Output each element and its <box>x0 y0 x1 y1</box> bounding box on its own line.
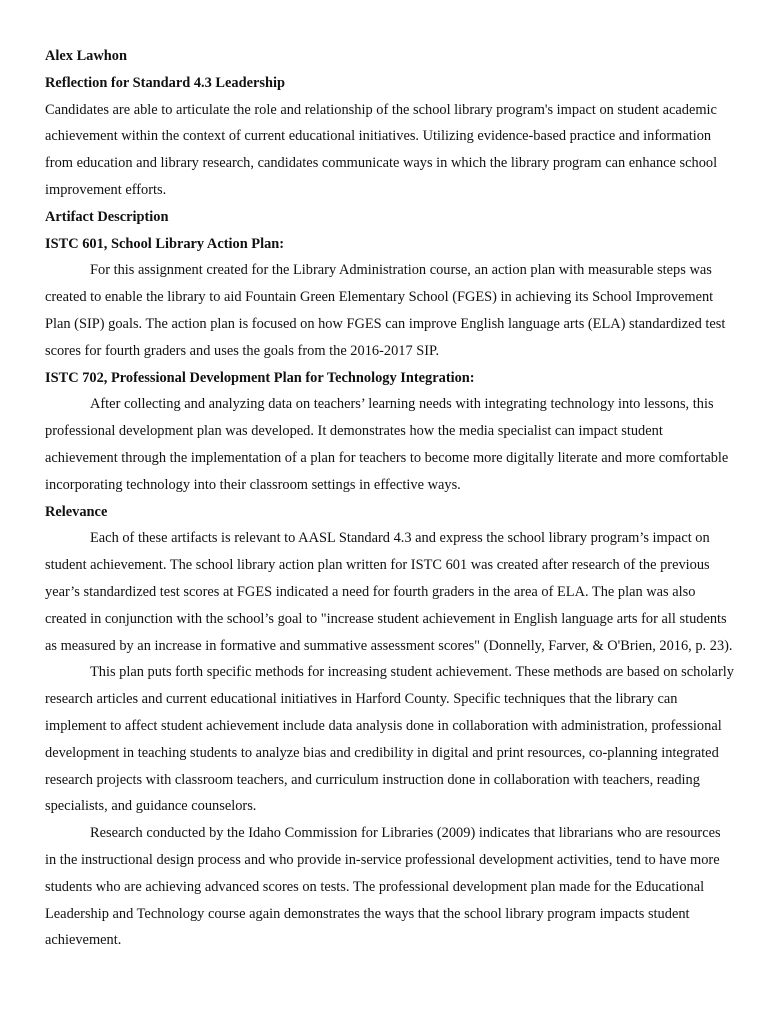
artifact-description-istc-601: For this assignment created for the Library Administration course, an action plan with measurable steps was created to enable the library to aid Fountain Green Elementary School (FGES) in achieving its School Improvement Plan (SIP) goals. The action plan is focused on how FGES can improve English language arts (ELA) standardized test scores for fourth graders and uses the goals from the 2016-2017 SIP. <box>45 262 726 359</box>
relevance-paragraph: This plan puts forth specific methods for increasing student achievement. These methods are based on scholarly research articles and current educational initiatives in Harford County. Specific techniques that the library can implement to affect student achievement include data analysis done in collaboration with administration, professional development in teaching students to analyze bias and credibility in digital and print resources, co-planning integrated research projects with classroom teachers, and curriculum instruction done in collaboration with teachers, reading specialists, and guidance counselors. <box>45 664 734 815</box>
document-title: Reflection for Standard 4.3 Leadership <box>45 74 285 91</box>
relevance-paragraph: Each of these artifacts is relevant to AASL Standard 4.3 and express the school library program’s impact on student achievement. The school library action plan written for ISTC 601 was created after research of the previous year’s standardized test scores at FGES indicated a need for fourth graders in the area of ELA. The plan was also created in conjunction with the school’s goal to "increase student achievement in English language arts for all students as measured by an increase in formative and summative assessment scores" (Donnelly, Farver, & O'Brien, 2016, p. 23). <box>45 530 733 654</box>
relevance-paragraph: Research conducted by the Idaho Commission for Libraries (2009) indicates that librarians who are resources in the instructional design process and who provide in-service professional development activities, tend to have more students who are achieving advanced scores on tests. The professional development plan made for the Educational Leadership and Technology course again demonstrates the ways that the school library program impacts student achievement. <box>45 825 721 949</box>
artifact-description-heading: Artifact Description <box>45 208 169 225</box>
relevance-heading: Relevance <box>45 503 108 520</box>
document-page <box>45 43 735 954</box>
author-name: Alex Lawhon <box>45 48 127 64</box>
artifact-title-istc-702: ISTC 702, Professional Development Plan for Technology Integration: <box>45 369 475 386</box>
standard-description: Candidates are able to articulate the role and relationship of the school library program's impact on student academic achievement within the context of current educational initiatives. Utilizing evidence-based practice and information from education and library research, candidates communicate ways in which the library program can enhance school improvement efforts. <box>45 101 718 198</box>
artifact-title-istc-601: ISTC 601, School Library Action Plan: <box>45 235 285 252</box>
artifact-description-istc-702: After collecting and analyzing data on teachers’ learning needs with integrating technology into lessons, this professional development plan was developed. It demonstrates how the media specialist can impact student achievement through the implementation of a plan for teachers to become more digitally literate and more comfortable incorporating technology into their classroom settings in effective ways. <box>45 396 729 493</box>
